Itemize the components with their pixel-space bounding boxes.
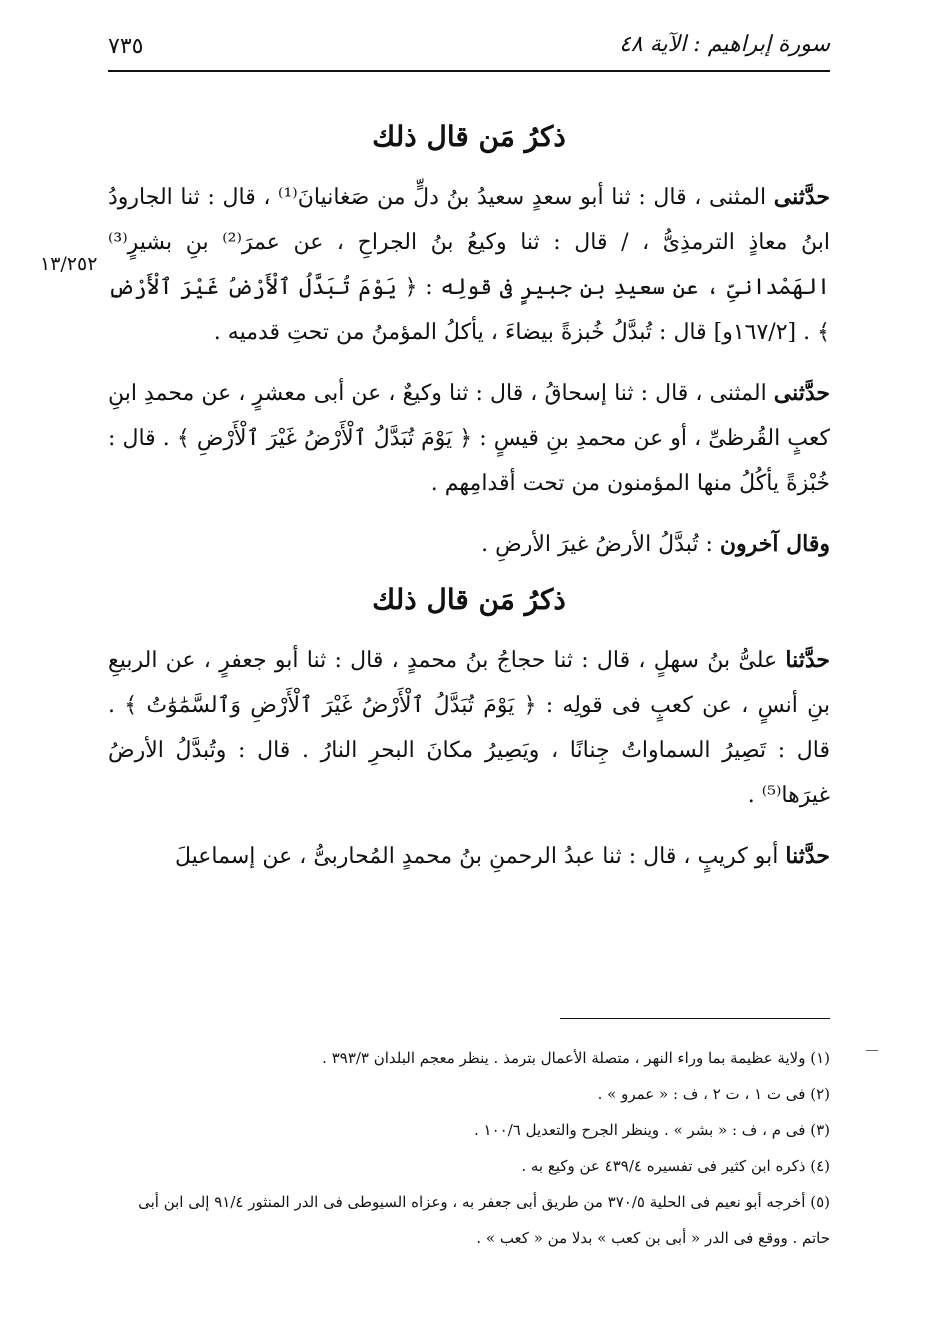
footnote: (٣) فى م ، ف : « بشر » . وينظر الجرح والتعديل ١٠٠/٦ . <box>473 1121 830 1139</box>
footnote-rule <box>560 1018 830 1019</box>
paragraph-text: أبو كريبٍ ، قال : ثنا عبدُ الرحمنِ بنُ محمدٍ المُحاربىُّ ، عن إسماعيلَ <box>175 844 786 869</box>
section-heading: ذكرُ مَن قال ذلك <box>372 583 566 616</box>
paragraph <box>108 175 830 355</box>
paragraph-lead: حدَّثنا <box>785 647 830 673</box>
paragraph-text: علىُّ بنُ سهلٍ ، قال : ثنا حجاجُ بنُ محمدٍ ، قال : ثنا أبو جعفرٍ ، عن الربيعِ بنِ أنسٍ ، عن كعبٍ فى قولِه : ﴿ يَوْمَ تُبَدَّلُ ٱلْأَرْضُ غَيْرَ ٱلْأَرْضِ وَٱلسَّمَٰوَٰتُ ﴾ . قال : تَصِيرُ السماواتُ جِنانًا ، ويَصِيرُ مكانَ البحرِ النارُ . قال : وتُبدَّلُ الأرضُ غيرَها⁽⁵⁾ . <box>108 648 830 808</box>
paragraph <box>108 371 830 506</box>
running-title: سورة إبراهيم : الآية ٤٨ <box>619 32 830 57</box>
footnotes <box>108 1040 830 1256</box>
page-number: ٧٣٥ <box>108 34 144 59</box>
paragraph-text: المثنى ، قال : ثنا إسحاقُ ، قال : ثنا وكيعٌ ، عن أبى معشرٍ ، عن محمدِ ابنِ كعبٍ القُرظىِّ ، أو عن محمدِ بنِ قيسٍ : ﴿ يَوْمَ تُبَدَّلُ ٱلْأَرْضُ غَيْرَ ٱلْأَرْضِ ﴾ . قال : خُبْزةً يأكُلُ منها المؤمنون من تحت أقدامِهم . <box>108 381 830 496</box>
margin-dash <box>866 1050 878 1051</box>
paragraph <box>108 834 830 879</box>
header-rule <box>108 70 830 72</box>
paragraph <box>108 522 830 567</box>
paragraph <box>108 638 830 818</box>
body-text <box>108 120 830 895</box>
footnote: (٢) فى ت ١ ، ت ٢ ، ف : « عمرو » . <box>597 1085 830 1103</box>
page-header <box>108 28 830 68</box>
paragraph-lead: وقال آخرون <box>719 531 830 557</box>
paragraph-lead: حدَّثنى <box>773 184 830 210</box>
footnote: (٤) ذكره ابن كثير فى تفسيره ٤٣٩/٤ عن وكيع به . <box>521 1157 830 1175</box>
footnote: (٥) أخرجه أبو نعيم فى الحلية ٣٧٠/٥ من طريق أبى جعفر به ، وعزاه السيوطى فى الدر المنثور ٩١/٤ إلى ابن أبى حاتم . ووقع فى الدر « أبى بن كعب » بدلا من « كعب » . <box>138 1193 830 1247</box>
section-heading: ذكرُ مَن قال ذلك <box>372 120 566 153</box>
paragraph-text: : تُبدَّلُ الأرضُ غيرَ الأرضِ . <box>481 532 720 557</box>
paragraph-lead: حدَّثنا <box>785 843 830 869</box>
footnote: (١) ولاية عظيمة بما وراء النهر ، متصلة الأعمال بترمذ . ينظر معجم البلدان ٣٩٣/٣ . <box>322 1049 830 1067</box>
paragraph-lead: حدَّثنى <box>773 380 830 406</box>
paragraph-text: المثنى ، قال : ثنا أبو سعدٍ سعيدُ بنُ دلٍّ من صَغانيانَ⁽¹⁾ ، قال : ثنا الجارودُ ابنُ معاذٍ الترمذِىُّ ، / قال : ثنا وكيعُ بنُ الجراحِ ، عن عمرَ⁽²⁾ بنِ بشيرٍ⁽³⁾ الهَمْدانىِّ ، عن سعيدِ بنِ جبيرٍ فى قولِه : ﴿ يَوْمَ تُبَدَّلُ ٱلْأَرْضُ غَيْرَ ٱلْأَرْضِ ﴾ . [١٦٧/٢و] قال : تُبدَّلُ خُبزةً بيضاءَ ، يأكلُ المؤمنُ من تحتِ قدميه . <box>108 185 830 345</box>
margin-note: ١٣/٢٥٢ <box>40 253 98 275</box>
